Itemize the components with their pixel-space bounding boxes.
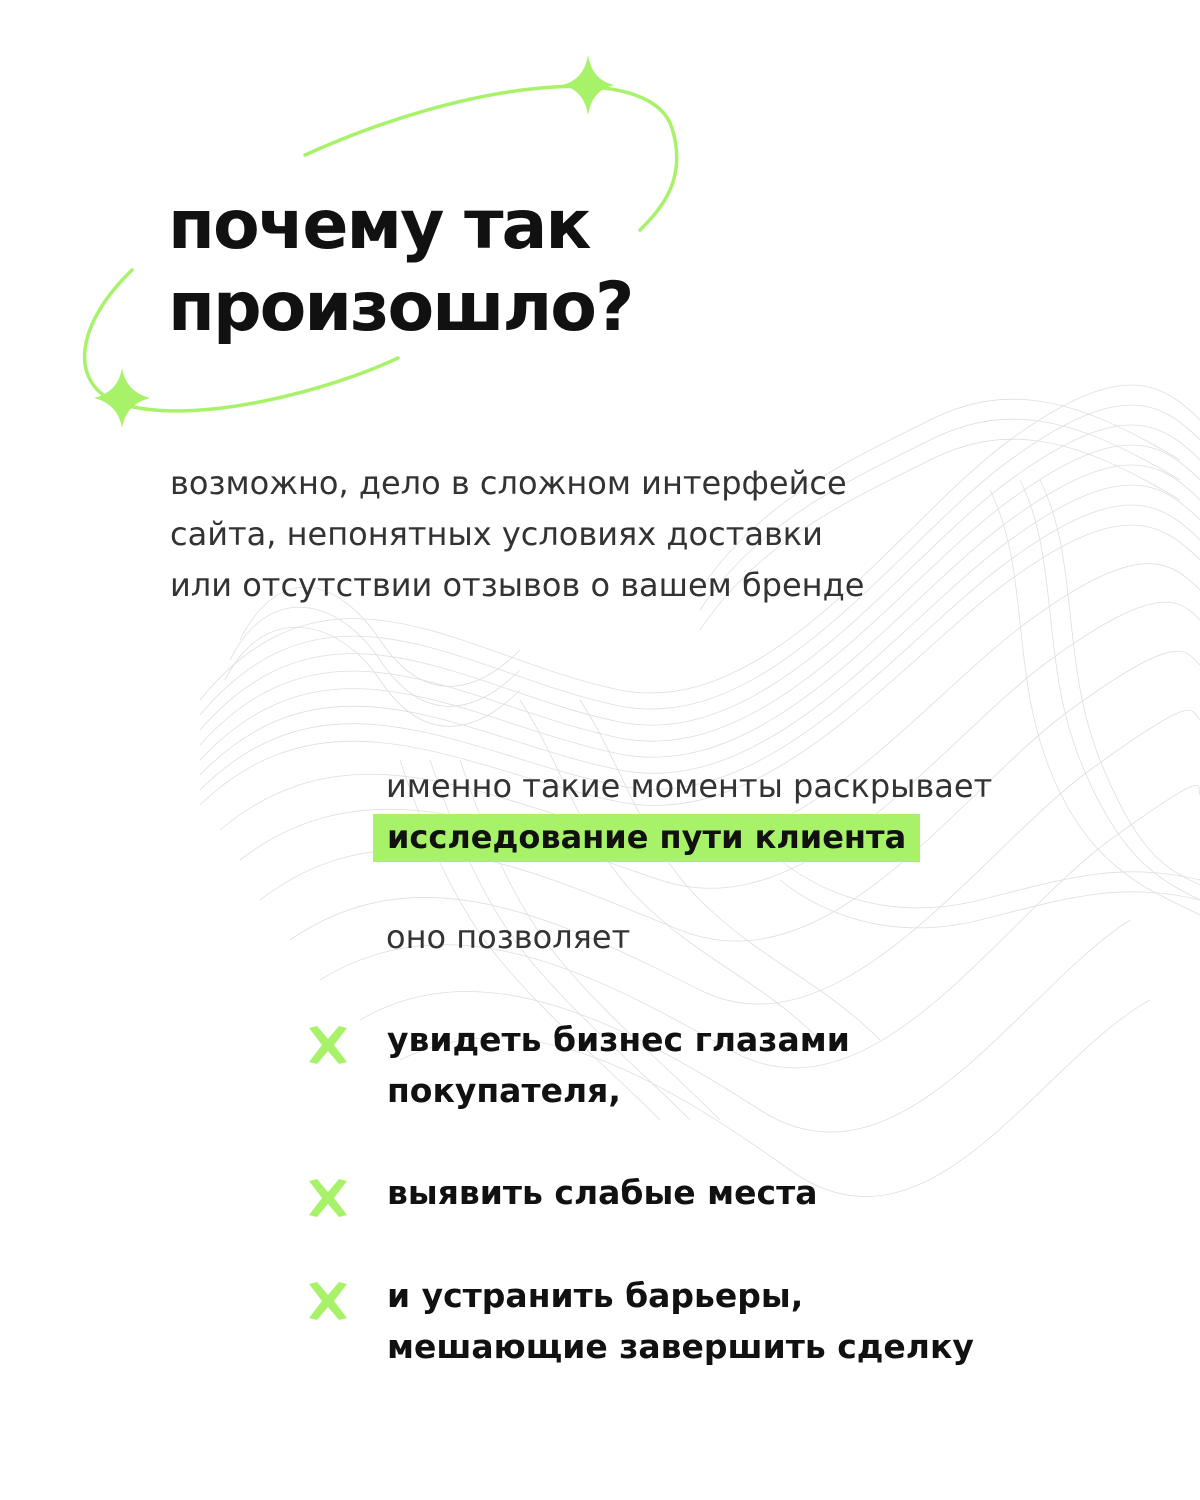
intro-line-2: сайта, непонятных условиях доставки xyxy=(170,515,823,553)
benefit-line-1: выявить слабые места xyxy=(387,1173,818,1212)
highlighted-phrase: исследование пути клиента xyxy=(373,814,920,862)
green-x-mark-icon xyxy=(305,1022,351,1068)
benefit-line-2: мешающие завершить сделку xyxy=(387,1327,974,1366)
benefit-text xyxy=(387,1270,974,1372)
reveal-text: именно такие моменты раскрывает xyxy=(386,767,993,805)
allows-text: оно позволяет xyxy=(386,918,631,956)
intro-paragraph xyxy=(170,458,1070,611)
green-x-mark-icon xyxy=(305,1175,351,1221)
headline-line-2: произошло? xyxy=(168,268,633,347)
headline-line-1: почему так xyxy=(168,186,590,265)
sparkle-icon-bottom xyxy=(94,368,150,428)
benefit-line-1: увидеть бизнес глазами xyxy=(387,1020,850,1059)
sparkle-icon-top xyxy=(562,55,614,115)
green-x-mark-icon xyxy=(305,1278,351,1324)
intro-line-1: возможно, дело в сложном интерфейсе xyxy=(170,464,847,502)
benefit-line-2: покупателя, xyxy=(387,1071,621,1110)
benefit-text xyxy=(387,1167,817,1218)
benefit-text xyxy=(387,1014,850,1116)
intro-line-3: или отсутствии отзывов о вашем бренде xyxy=(170,566,865,604)
headline xyxy=(168,185,632,349)
benefit-line-1: и устранить барьеры, xyxy=(387,1276,804,1315)
